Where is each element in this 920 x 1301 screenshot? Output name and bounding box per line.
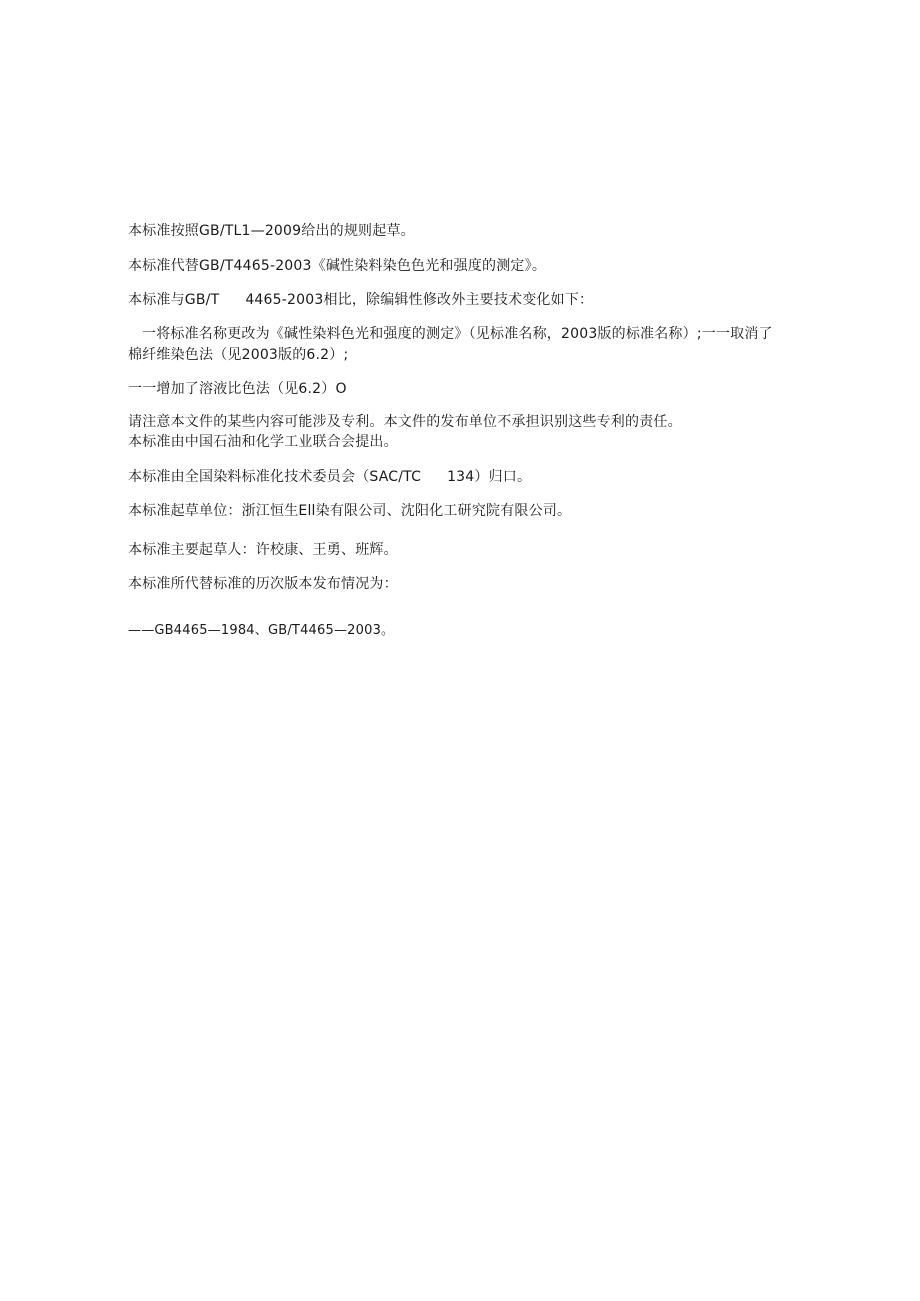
comparison-prefix: 本标准与GB/T xyxy=(128,292,220,308)
change-item-1 xyxy=(142,324,842,344)
comparison-text xyxy=(128,291,593,309)
comparison-suffix: 4465-2003相比，除编辑性修改外主要技术变化如下： xyxy=(245,292,594,308)
history-list-text: ——GB4465—1984、GB/T4465—2003。 xyxy=(128,623,395,638)
proposed-by-text: 本标准由中国石油和化学工业联合会提出。 xyxy=(128,434,398,450)
centralized-by-text xyxy=(128,468,531,486)
drafting-units-text: 本标准起草单位：浙江恒生Ell染有限公司、沈阳化工研究院有限公司。 xyxy=(128,503,572,519)
centralized-suffix: 134）归口。 xyxy=(447,469,532,485)
centralized-prefix: 本标准由全国染料标准化技术委员会（SAC/TC xyxy=(128,469,422,485)
patent-notice-text: 请注意本文件的某些内容可能涉及专利。本文件的发布单位不承担识别这些专利的责任。 xyxy=(128,414,682,430)
history-intro-text: 本标准所代替标准的历次版本发布情况为： xyxy=(128,576,398,592)
replaces-standard-text: 本标准代替GB/T4465-2003《碱性染料染色色光和强度的测定》。 xyxy=(128,258,547,274)
main-drafters-text: 本标准主要起草人：许校康、王勇、班辉。 xyxy=(128,542,398,558)
drafting-rule-text: 本标准按照GB/TL1—2009给出的规则起草。 xyxy=(128,223,415,239)
change-item-1-continued: 棉纤维染色法（见2003版的6.2）; xyxy=(128,347,349,363)
change-item-1-line-1: 一将标准名称更改为《碱性染料色光和强度的测定》（见标准名称，2003版的标准名称）;一一取消了 xyxy=(142,326,773,342)
change-item-2: 一一增加了溶液比色法（见6.2）O xyxy=(128,381,347,397)
